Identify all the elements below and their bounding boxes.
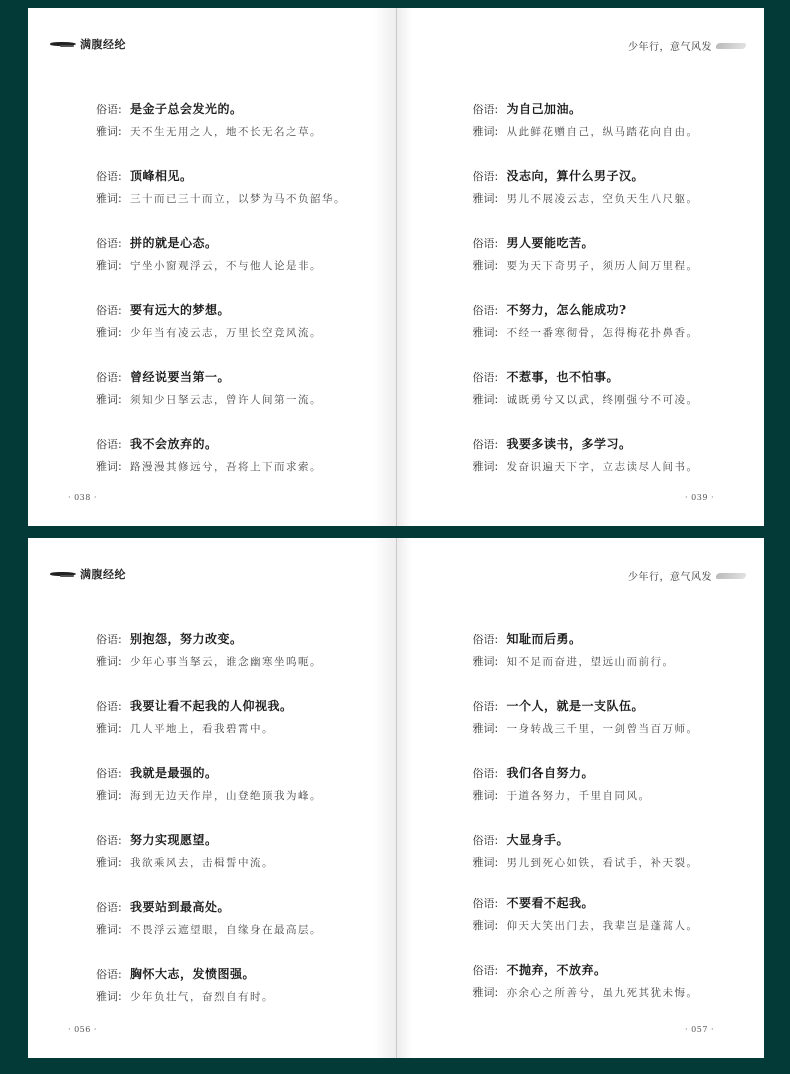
elegant-text: 诚既勇兮又以武，终刚强兮不可凌。	[506, 394, 699, 406]
elegant-label: 雅词:	[472, 259, 499, 272]
proverb-text: 我就是最强的。	[130, 766, 218, 780]
proverb-text: 我要让看不起我的人仰视我。	[130, 699, 293, 713]
elegant-label: 雅词:	[96, 990, 122, 1003]
elegant-text: 发奋识遍天下字，立志读尽人间书。	[506, 461, 699, 473]
proverb-entry	[96, 630, 322, 697]
elegant-text: 男儿到死心如铁，看试手，补天裂。	[506, 857, 699, 869]
elegant-text: 一身转战三千里，一剑曾当百万师。	[506, 723, 699, 735]
page-038	[28, 8, 397, 526]
proverb-label: 俗语:	[472, 438, 499, 451]
elegant-label: 雅词:	[96, 789, 122, 802]
proverb-text: 是金子总会发光的。	[130, 102, 243, 116]
proverb-entry	[96, 435, 346, 502]
book-spread-bottom	[28, 538, 764, 1058]
book-title: 满腹经纶	[80, 38, 126, 51]
page-header-right	[628, 38, 746, 53]
proverb-label: 俗语:	[472, 834, 499, 847]
proverb-label: 俗语:	[96, 438, 122, 451]
proverb-label: 俗语:	[96, 237, 122, 250]
proverb-label: 俗语:	[472, 237, 499, 250]
proverb-label: 俗语:	[472, 103, 499, 116]
elegant-label: 雅词:	[96, 259, 122, 272]
proverb-text: 大显身手。	[506, 833, 570, 847]
proverb-entry	[473, 831, 699, 894]
elegant-label: 雅词:	[472, 986, 499, 999]
entry-list	[96, 100, 346, 502]
proverb-text: 不努力，怎么能成功?	[506, 303, 627, 317]
proverb-text: 曾经说要当第一。	[130, 370, 231, 384]
proverb-text: 不抛弃，不放弃。	[506, 963, 607, 977]
entry-list	[473, 100, 699, 502]
proverb-label: 俗语:	[472, 700, 499, 713]
proverb-text: 为自己加油。	[506, 102, 582, 116]
elegant-label: 雅词:	[96, 722, 122, 735]
proverb-text: 胸怀大志，发愤图强。	[130, 967, 256, 981]
proverb-entry	[473, 764, 699, 831]
proverb-text: 一个人，就是一支队伍。	[506, 699, 645, 713]
elegant-text: 仰天大笑出门去，我辈岂是蓬蒿人。	[506, 920, 699, 932]
proverb-label: 俗语:	[472, 633, 499, 646]
proverb-entry	[96, 965, 322, 1032]
proverb-text: 努力实现愿望。	[130, 833, 218, 847]
elegant-text: 不经一番寒彻骨，怎得梅花扑鼻香。	[506, 327, 699, 339]
proverb-label: 俗语:	[96, 633, 122, 646]
proverb-entry	[473, 894, 699, 961]
page-header-left	[50, 36, 126, 52]
proverb-text: 拼的就是心态。	[130, 236, 218, 250]
elegant-text: 海到无边天作岸，山登绝顶我为峰。	[130, 790, 322, 802]
proverb-text: 不要看不起我。	[506, 896, 595, 910]
page-header-left	[50, 566, 126, 582]
proverb-entry	[473, 100, 699, 167]
proverb-text: 要有远大的梦想。	[130, 303, 231, 317]
elegant-text: 须知少日拏云志，曾许人间第一流。	[130, 394, 322, 406]
proverb-entry	[96, 697, 322, 764]
proverb-text: 不惹事，也不怕事。	[506, 370, 620, 384]
elegant-label: 雅词:	[472, 460, 499, 473]
proverb-label: 俗语:	[472, 897, 499, 910]
elegant-text: 路漫漫其修远兮，吾将上下而求索。	[130, 461, 322, 473]
elegant-text: 宁坐小窗观浮云，不与他人论是非。	[130, 260, 322, 272]
proverb-label: 俗语:	[96, 700, 122, 713]
elegant-text: 知不足而奋进，望远山而前行。	[506, 656, 675, 668]
elegant-label: 雅词:	[472, 856, 499, 869]
proverb-entry	[96, 368, 346, 435]
proverb-entry	[473, 301, 699, 368]
page-header-right	[628, 568, 746, 583]
proverb-entry	[96, 167, 346, 234]
elegant-label: 雅词:	[96, 460, 122, 473]
proverb-label: 俗语:	[96, 901, 122, 914]
proverb-label: 俗语:	[96, 834, 122, 847]
proverb-label: 俗语:	[96, 371, 122, 384]
elegant-text: 亦余心之所善兮，虽九死其犹未悔。	[506, 987, 699, 999]
proverb-label: 俗语:	[96, 170, 122, 183]
proverb-text: 我们各自努力。	[506, 766, 595, 780]
proverb-entry	[473, 167, 699, 234]
proverb-entry	[473, 435, 699, 502]
page-number: · 057 ·	[685, 1025, 714, 1034]
book-spread-top	[28, 8, 764, 526]
elegant-label: 雅词:	[96, 125, 122, 138]
proverb-entry	[473, 368, 699, 435]
entry-list	[473, 630, 699, 1028]
elegant-text: 三十而已三十而立，以梦为马不负韶华。	[130, 193, 346, 205]
elegant-text: 少年负壮气，奋烈自有时。	[130, 991, 274, 1003]
elegant-text: 于道各努力，千里自同风。	[506, 790, 651, 802]
elegant-label: 雅词:	[472, 192, 499, 205]
elegant-label: 雅词:	[96, 326, 122, 339]
proverb-text: 我要站到最高处。	[130, 900, 231, 914]
page-056	[28, 538, 397, 1058]
elegant-label: 雅词:	[472, 789, 499, 802]
proverb-entry	[96, 100, 346, 167]
brush-logo-icon	[50, 570, 78, 578]
page-number: · 039 ·	[685, 493, 714, 502]
chapter-title: 少年行，意气风发	[628, 572, 712, 583]
elegant-text: 天不生无用之人，地不长无名之草。	[130, 126, 322, 138]
elegant-label: 雅词:	[472, 326, 499, 339]
brush-stroke-icon	[715, 43, 747, 49]
elegant-label: 雅词:	[96, 856, 122, 869]
page-057	[397, 538, 765, 1058]
elegant-label: 雅词:	[472, 655, 499, 668]
proverb-text: 我要多读书，多学习。	[506, 437, 632, 451]
page-039	[397, 8, 765, 526]
elegant-label: 雅词:	[96, 655, 122, 668]
proverb-label: 俗语:	[96, 767, 122, 780]
proverb-entry	[96, 898, 322, 965]
elegant-text: 要为天下奇男子，须历人间万里程。	[506, 260, 699, 272]
elegant-label: 雅词:	[472, 125, 499, 138]
elegant-text: 从此鲜花赠自己，纵马踏花向自由。	[506, 126, 699, 138]
proverb-entry	[96, 831, 322, 898]
proverb-label: 俗语:	[96, 103, 122, 116]
proverb-text: 我不会放弃的。	[130, 437, 218, 451]
chapter-title: 少年行，意气风发	[628, 42, 712, 53]
proverb-label: 俗语:	[96, 968, 122, 981]
elegant-label: 雅词:	[96, 393, 122, 406]
page-number: · 038 ·	[68, 493, 97, 502]
elegant-label: 雅词:	[472, 722, 499, 735]
brush-stroke-icon	[715, 573, 747, 579]
elegant-label: 雅词:	[472, 919, 499, 932]
elegant-text: 几人平地上，看我碧霄中。	[130, 723, 274, 735]
proverb-label: 俗语:	[96, 304, 122, 317]
elegant-label: 雅词:	[96, 923, 122, 936]
elegant-label: 雅词:	[96, 192, 122, 205]
proverb-text: 没志向，算什么男子汉。	[506, 169, 645, 183]
proverb-label: 俗语:	[472, 767, 499, 780]
proverb-label: 俗语:	[472, 964, 499, 977]
proverb-entry	[473, 234, 699, 301]
elegant-text: 不畏浮云遮望眼，自缘身在最高层。	[130, 924, 322, 936]
proverb-entry	[473, 961, 699, 1028]
elegant-label: 雅词:	[472, 393, 499, 406]
elegant-text: 男儿不展凌云志，空负天生八尺躯。	[506, 193, 699, 205]
entry-list	[96, 630, 322, 1032]
elegant-text: 少年心事当拏云，谁念幽寒坐呜呃。	[130, 656, 322, 668]
proverb-label: 俗语:	[472, 170, 499, 183]
elegant-text: 我欲乘风去，击楫誓中流。	[130, 857, 274, 869]
elegant-text: 少年当有凌云志，万里长空竞风流。	[130, 327, 322, 339]
proverb-entry	[96, 764, 322, 831]
proverb-entry	[473, 697, 699, 764]
proverb-entry	[96, 301, 346, 368]
page-number: · 056 ·	[68, 1025, 97, 1034]
proverb-entry	[473, 630, 699, 697]
proverb-label: 俗语:	[472, 304, 499, 317]
proverb-text: 别抱怨，努力改变。	[130, 632, 243, 646]
proverb-label: 俗语:	[472, 371, 499, 384]
proverb-entry	[96, 234, 346, 301]
proverb-text: 顶峰相见。	[130, 169, 193, 183]
book-title: 满腹经纶	[80, 568, 126, 581]
brush-logo-icon	[50, 40, 78, 48]
proverb-text: 知耻而后勇。	[506, 632, 582, 646]
proverb-text: 男人要能吃苦。	[506, 236, 595, 250]
